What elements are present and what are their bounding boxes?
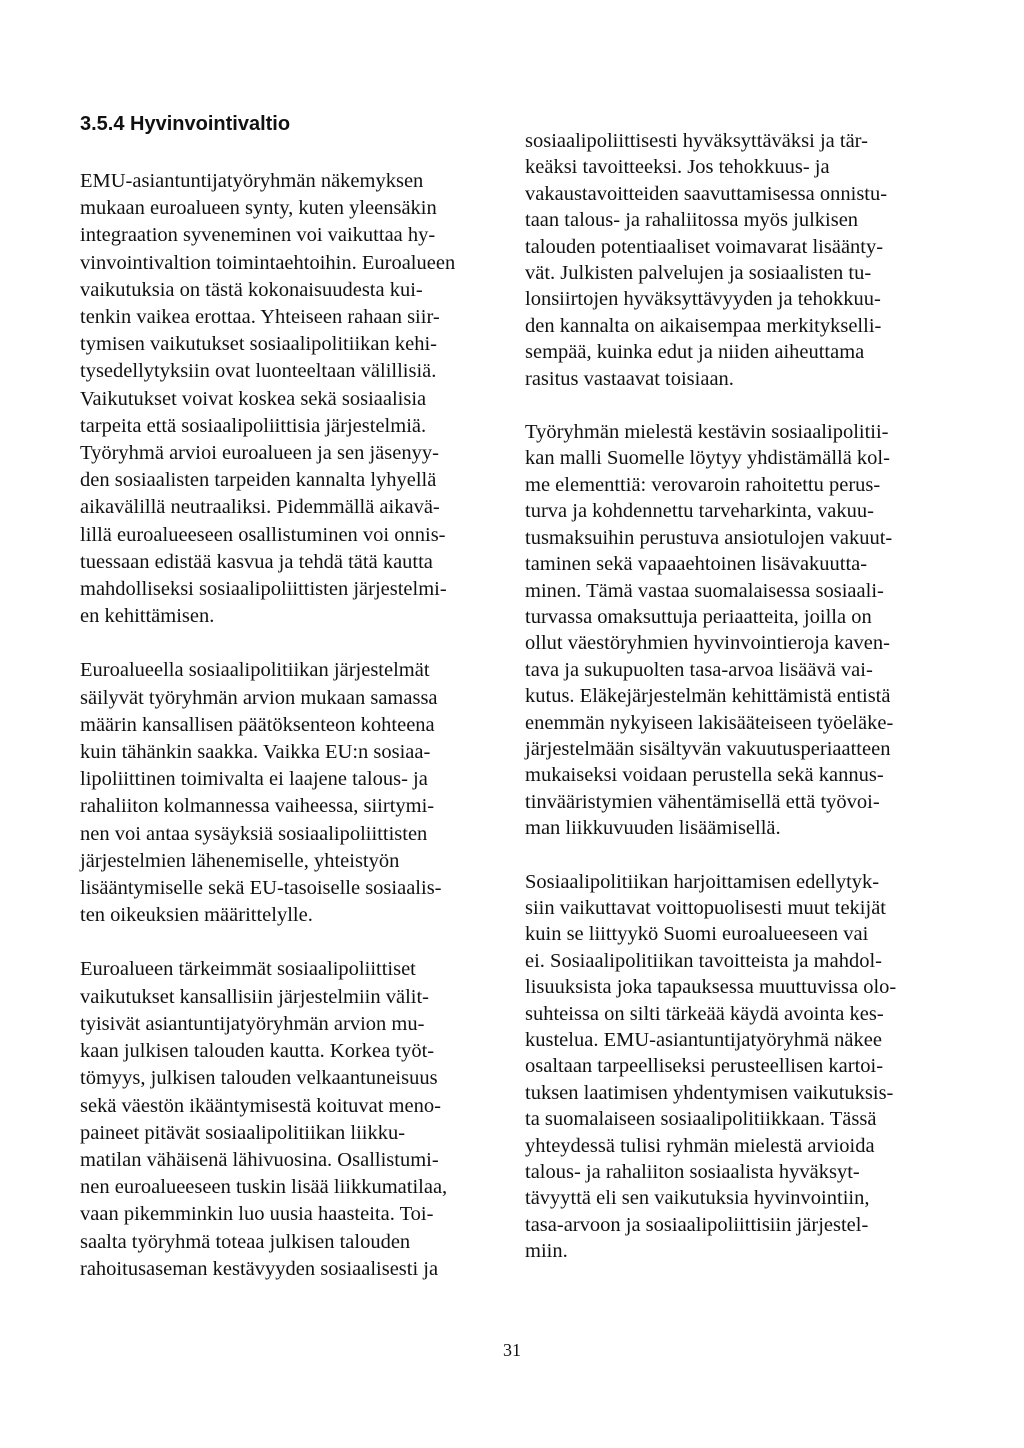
text-line: rahoitusaseman kestävyyden sosiaalisesti ja — [80, 1257, 439, 1280]
text-line: vaan pikemminkin luo uusia haasteita. Toi- — [80, 1203, 434, 1226]
page-number: 31 — [503, 1340, 521, 1360]
paragraph — [80, 168, 505, 630]
text-line: sosiaalipoliittisesti hyväksyttäväksi ja tär- — [525, 130, 868, 152]
text-line: den sosiaalisten tarpeiden kannalta lyhyellä — [80, 469, 437, 492]
left-paragraphs — [80, 168, 505, 1283]
text-line: vät. Julkisten palvelujen ja sosiaalisten tu- — [525, 262, 872, 285]
text-line: tenkin vaikea erottaa. Yhteiseen rahaan siir- — [80, 306, 440, 329]
text-line: mahdolliseksi sosiaalipoliittisten järjestelmi- — [80, 578, 447, 601]
text-line: den kannalta on aikaisempaa merkitykselli- — [525, 314, 882, 337]
text-line: Sosiaalipolitiikan harjoittamisen edellytyk- — [525, 870, 880, 893]
text-line: ei. Sosiaalipolitiikan tavoitteista ja mahdol- — [525, 949, 882, 972]
text-line: taminen sekä vapaaehtoinen lisävakuutta- — [525, 553, 868, 576]
text-line: tava ja sukupuolten tasa-arvoa lisäävä vai- — [525, 658, 873, 681]
text-line: ten oikeuksien määrittelylle. — [80, 904, 313, 927]
text-line: aikavälillä neutraaliksi. Pidemmällä aikavä- — [80, 496, 440, 519]
text-line: Työryhmä arvioi euroalueen ja sen jäsenyy- — [80, 442, 439, 465]
text-line: integraation syveneminen voi vaikuttaa hy- — [80, 224, 436, 247]
left-column — [80, 110, 505, 1310]
text-line: ta suomalaiseen sosiaalipolitiikkaan. Tässä — [525, 1108, 877, 1131]
text-line: mukaan euroalueen synty, kuten yleensäkin — [80, 197, 437, 220]
paragraph — [525, 869, 965, 1265]
text-line: tysedellytyksiin ovat luonteeltaan välillisiä. — [80, 360, 437, 383]
text-line: tusmaksuihin perustuva ansiotulojen vakuut- — [525, 526, 893, 549]
text-line: ollut väestöryhmien hyvinvointieroja kaven- — [525, 632, 890, 655]
right-column — [525, 128, 965, 1292]
text-line: Työryhmän mielestä kestävin sosiaalipolitii- — [525, 421, 889, 444]
paragraph — [525, 128, 965, 392]
text-line: tinvääristymien vähentämisellä että työvoi- — [525, 790, 880, 813]
text-line: kuin tähänkin saakka. Vaikka EU:n sosiaa- — [80, 741, 431, 764]
text-line: keäksi tavoitteeksi. Jos tehokkuus- ja — [525, 156, 830, 179]
text-line: siin vaikuttavat voittopuolisesti muut tekijät — [525, 896, 886, 919]
text-line: tävyyttä eli sen vaikutuksia hyvinvointiin, — [525, 1187, 870, 1210]
text-line: man liikkuvuuden lisäämisellä. — [525, 817, 781, 840]
text-line: osaltaan tarpeelliseksi perusteellisen kartoi- — [525, 1055, 884, 1078]
text-line: lillä euroalueeseen osallistuminen voi onnis- — [80, 523, 446, 546]
text-line: Euroalueen tärkeimmät sosiaalipoliittiset — [80, 958, 416, 981]
text-line: saalta työryhmä toteaa julkisen talouden — [80, 1230, 411, 1253]
text-line: sekä väestön ikääntymisestä koituvat meno- — [80, 1094, 441, 1117]
text-line: taan talous- ja rahaliitossa myös julkisen — [525, 209, 859, 232]
text-line: kan malli Suomelle löytyy yhdistämällä kol- — [525, 447, 890, 470]
section-heading: 3.5.4 Hyvinvointivaltio — [80, 113, 291, 135]
text-line: järjestelmään sisältyvän vakuutusperiaatteen — [525, 737, 891, 760]
text-line: talous- ja rahaliiton sosiaalista hyväksyt- — [525, 1161, 860, 1184]
text-line: mukaiseksi voidaan perustella sekä kannus- — [525, 764, 884, 787]
text-line: Vaikutukset voivat koskea sekä sosiaalisia — [80, 387, 427, 410]
text-line: enemmän nykyiseen lakisääteiseen työeläke- — [525, 711, 894, 734]
text-line: turva ja kohdennettu tarveharkinta, vakuu- — [525, 500, 874, 523]
text-line: miin. — [525, 1240, 568, 1263]
text-line: tuessaan edistää kasvua ja tehdä tätä kautta — [80, 550, 433, 573]
text-line: matilan vähäisenä lähivuosina. Osallistumi- — [80, 1148, 439, 1171]
text-line: kutus. Eläkejärjestelmän kehittämistä entistä — [525, 685, 891, 708]
text-line: suhteissa on silti tärkeää käydä avointa kes- — [525, 1002, 884, 1025]
text-line: rasitus vastaavat toisiaan. — [525, 367, 734, 390]
text-line: kustelua. EMU-asiantuntijatyöryhmä näkee — [525, 1029, 882, 1051]
paragraph — [525, 419, 965, 842]
text-line: säilyvät työryhmän arvion mukaan samassa — [80, 686, 438, 709]
text-line: tömyys, julkisen talouden velkaantuneisuus — [80, 1067, 438, 1090]
text-line: vakaustavoitteiden saavuttamisessa onnistu- — [525, 182, 888, 205]
paragraph — [80, 956, 505, 1282]
text-line: yhteydessä tulisi ryhmän mielestä arvioida — [525, 1134, 875, 1157]
text-line: järjestelmien lähenemiselle, yhteistyön — [80, 849, 400, 872]
text-line: lipoliittinen toimivalta ei laajene talous- ja — [80, 768, 428, 791]
text-line: tasa-arvoon ja sosiaalipoliittisiin järjestel- — [525, 1213, 869, 1236]
text-line: en kehittämisen. — [80, 605, 215, 628]
text-line: kaan julkisen talouden kautta. Korkea työt- — [80, 1040, 435, 1063]
text-line: tarpeita että sosiaalipoliittisia järjestelmiä. — [80, 414, 427, 437]
right-paragraphs — [525, 128, 965, 1265]
text-line: talouden potentiaaliset voimavarat lisäänty- — [525, 235, 884, 258]
text-line: vinvointivaltion toimintaehtoihin. Euroalueen — [80, 251, 456, 274]
text-line: me elementtiä: verovaroin rahoitettu perus- — [525, 473, 881, 496]
text-line: tymisen vaikutukset sosiaalipolitiikan kehi- — [80, 333, 437, 356]
text-line: lisuuksista joka tapauksessa muuttuvissa olo- — [525, 976, 897, 999]
text-line: tyisivät asiantuntijatyöryhmän arvion mu- — [80, 1012, 425, 1035]
paragraph — [80, 657, 505, 929]
text-line: kuin se liittyykö Suomi euroalueeseen vai — [525, 923, 869, 946]
text-line: Euroalueella sosiaalipolitiikan järjestelmät — [80, 659, 430, 682]
text-line: sempää, kuinka edut ja niiden aiheuttama — [525, 341, 865, 364]
text-line: määrin kansallisen päätöksenteon kohteena — [80, 713, 435, 736]
text-line: turvassa omaksuttuja periaatteita, joilla on — [525, 605, 872, 628]
text-line: vaikutuksia on tästä kokonaisuudesta kui- — [80, 278, 423, 301]
text-line: nen voi antaa sysäyksiä sosiaalipoliittisten — [80, 822, 428, 845]
text-line: EMU-asiantuntijatyöryhmän näkemyksen — [80, 170, 424, 192]
text-line: nen euroalueeseen tuskin lisää liikkumatilaa, — [80, 1176, 448, 1199]
text-line: rahaliiton kolmannessa vaiheessa, siirtymi- — [80, 795, 435, 818]
text-line: paineet pitävät sosiaalipolitiikan liikku- — [80, 1121, 406, 1144]
text-line: vaikutukset kansallisiin järjestelmiin välit- — [80, 985, 430, 1008]
text-line: lonsiirtojen hyväksyttävyyden ja tehokkuu- — [525, 288, 881, 311]
text-line: tuksen laatimisen yhdentymisen vaikutuksis- — [525, 1081, 894, 1104]
text-line: minen. Tämä vastaa suomalaisessa sosiaali- — [525, 579, 884, 602]
text-line: lisääntymiselle sekä EU-tasoiselle sosiaalis- — [80, 877, 442, 900]
